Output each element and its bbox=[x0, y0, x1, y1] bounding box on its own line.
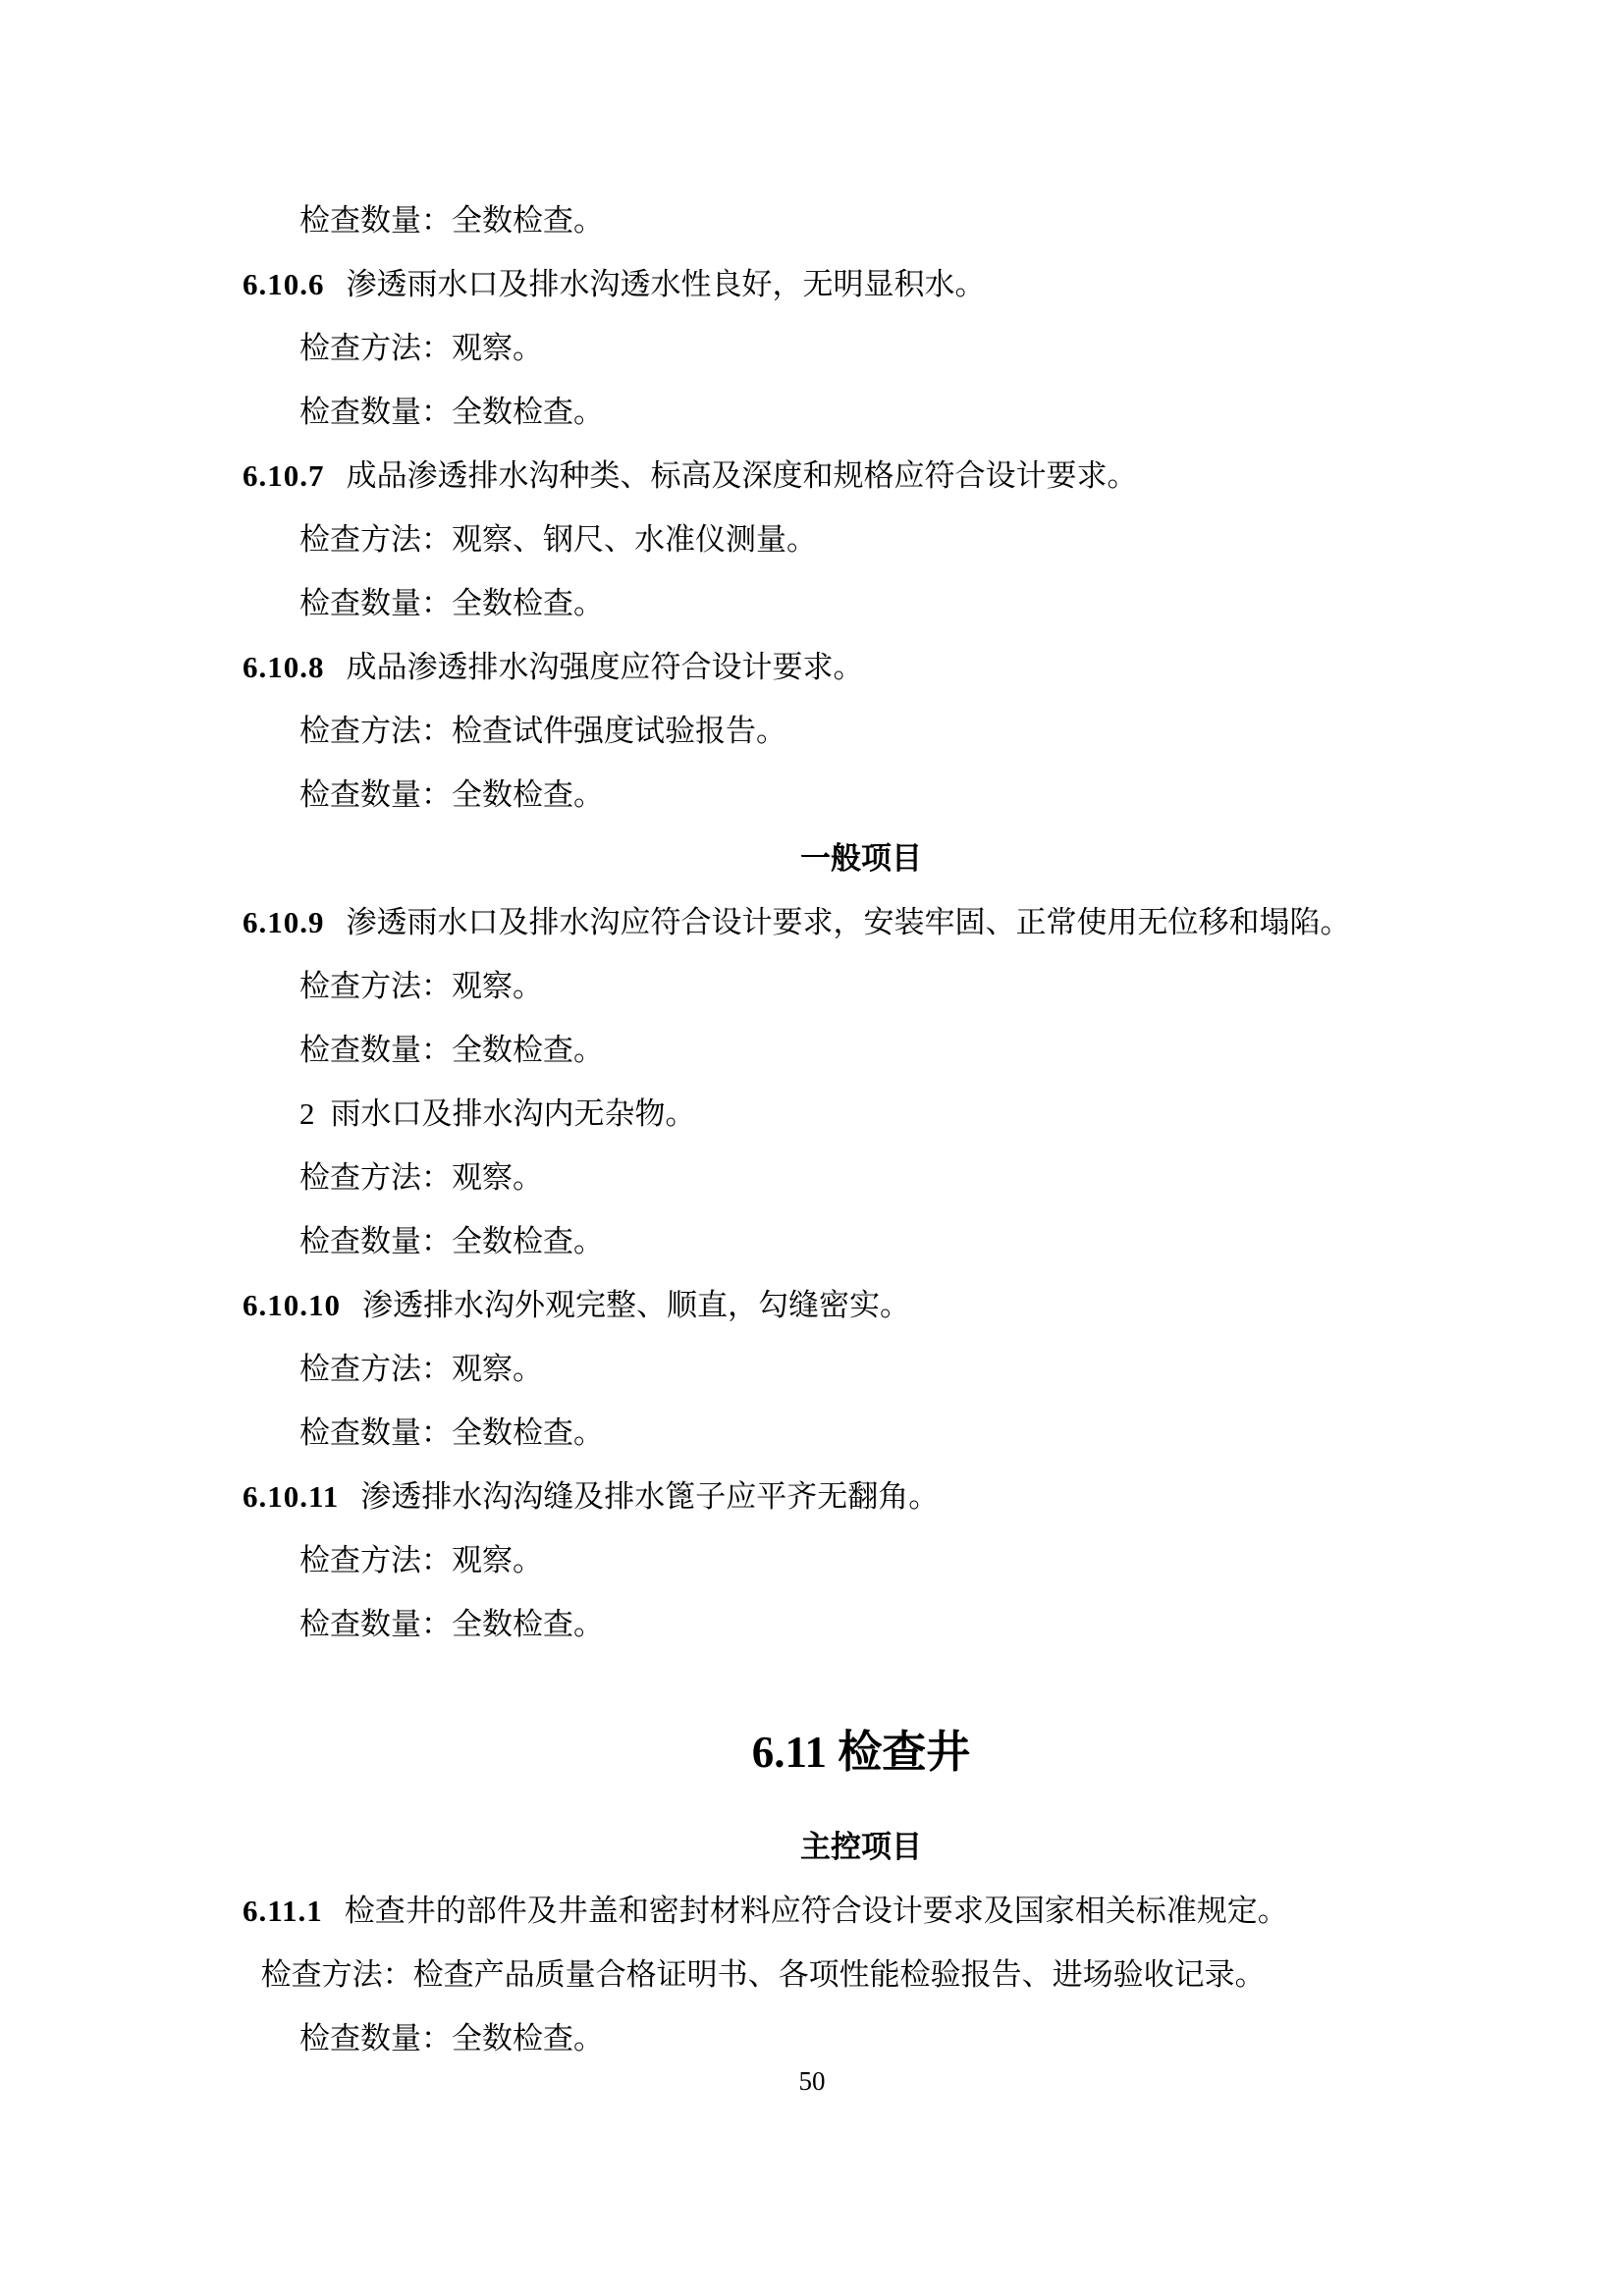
clause-number: 6.10.8 bbox=[243, 650, 325, 684]
clause-line bbox=[243, 1879, 1480, 1943]
document-body bbox=[243, 188, 1480, 2070]
detail-line: 检查数量：全数检查。 bbox=[298, 2021, 604, 2056]
clause-line bbox=[243, 890, 1480, 954]
clause-number: 6.11.1 bbox=[243, 1894, 323, 1928]
clause-text: 渗透排水沟外观完整、顺直，勾缝密实。 bbox=[362, 1288, 910, 1322]
clause-number: 6.10.10 bbox=[243, 1288, 341, 1322]
detail-line: 检查方法：观察、钢尺、水准仪测量。 bbox=[298, 522, 817, 557]
detail-line: 检查方法：观察。 bbox=[298, 1352, 543, 1386]
detail-line: 检查数量：全数检查。 bbox=[298, 395, 604, 429]
detail-line: 检查数量：全数检查。 bbox=[298, 1607, 604, 1641]
clause-line bbox=[243, 1465, 1480, 1528]
detail-line: 检查方法：检查试件强度试验报告。 bbox=[298, 714, 786, 748]
clause-text: 雨水口及排水沟内无杂物。 bbox=[330, 1096, 696, 1131]
detail-line: 检查方法：观察。 bbox=[298, 1160, 543, 1195]
item-line bbox=[243, 1082, 1480, 1146]
clause-line bbox=[243, 1273, 1480, 1337]
detail-line: 检查数量：全数检查。 bbox=[298, 1033, 604, 1067]
detail-line: 检查数量：全数检查。 bbox=[298, 1415, 604, 1450]
clause-text: 检查井的部件及井盖和密封材料应符合设计要求及国家相关标准规定。 bbox=[344, 1894, 1288, 1928]
clause-text: 成品渗透排水沟强度应符合设计要求。 bbox=[346, 650, 864, 684]
clause-text: 成品渗透排水沟种类、标高及深度和规格应符合设计要求。 bbox=[346, 458, 1138, 493]
detail-line: 检查方法：观察。 bbox=[298, 1543, 543, 1577]
clause-line bbox=[243, 635, 1480, 699]
clause-line bbox=[243, 252, 1480, 316]
detail-line: 检查方法：观察。 bbox=[298, 969, 543, 1003]
detail-line: 检查方法：检查产品质量合格证明书、各项性能检验报告、进场验收记录。 bbox=[260, 1957, 1266, 1992]
clause-number: 6.10.11 bbox=[243, 1479, 340, 1514]
detail-line: 检查数量：全数检查。 bbox=[298, 777, 604, 812]
clause-text: 渗透雨水口及排水沟应符合设计要求，安装牢固、正常使用无位移和塌陷。 bbox=[346, 905, 1351, 939]
subheading: 主控项目 bbox=[800, 1830, 922, 1864]
clause-number: 6.10.9 bbox=[243, 905, 325, 939]
clause-text: 渗透排水沟沟缝及排水篦子应平齐无翻角。 bbox=[360, 1479, 940, 1514]
detail-line: 检查数量：全数检查。 bbox=[298, 1224, 604, 1258]
section-heading: 6.11 检查井 bbox=[751, 1728, 971, 1777]
detail-line: 检查数量：全数检查。 bbox=[298, 203, 604, 238]
detail-line: 检查方法：观察。 bbox=[298, 331, 543, 365]
subheading: 一般项目 bbox=[800, 841, 922, 876]
clause-number: 2 bbox=[298, 1096, 315, 1131]
detail-line: 检查数量：全数检查。 bbox=[298, 586, 604, 620]
clause-number: 6.10.7 bbox=[243, 458, 325, 493]
clause-line bbox=[243, 444, 1480, 507]
page-number: 50 bbox=[798, 2066, 826, 2096]
clause-number: 6.10.6 bbox=[243, 267, 325, 301]
clause-text: 渗透雨水口及排水沟透水性良好，无明显积水。 bbox=[346, 267, 986, 301]
